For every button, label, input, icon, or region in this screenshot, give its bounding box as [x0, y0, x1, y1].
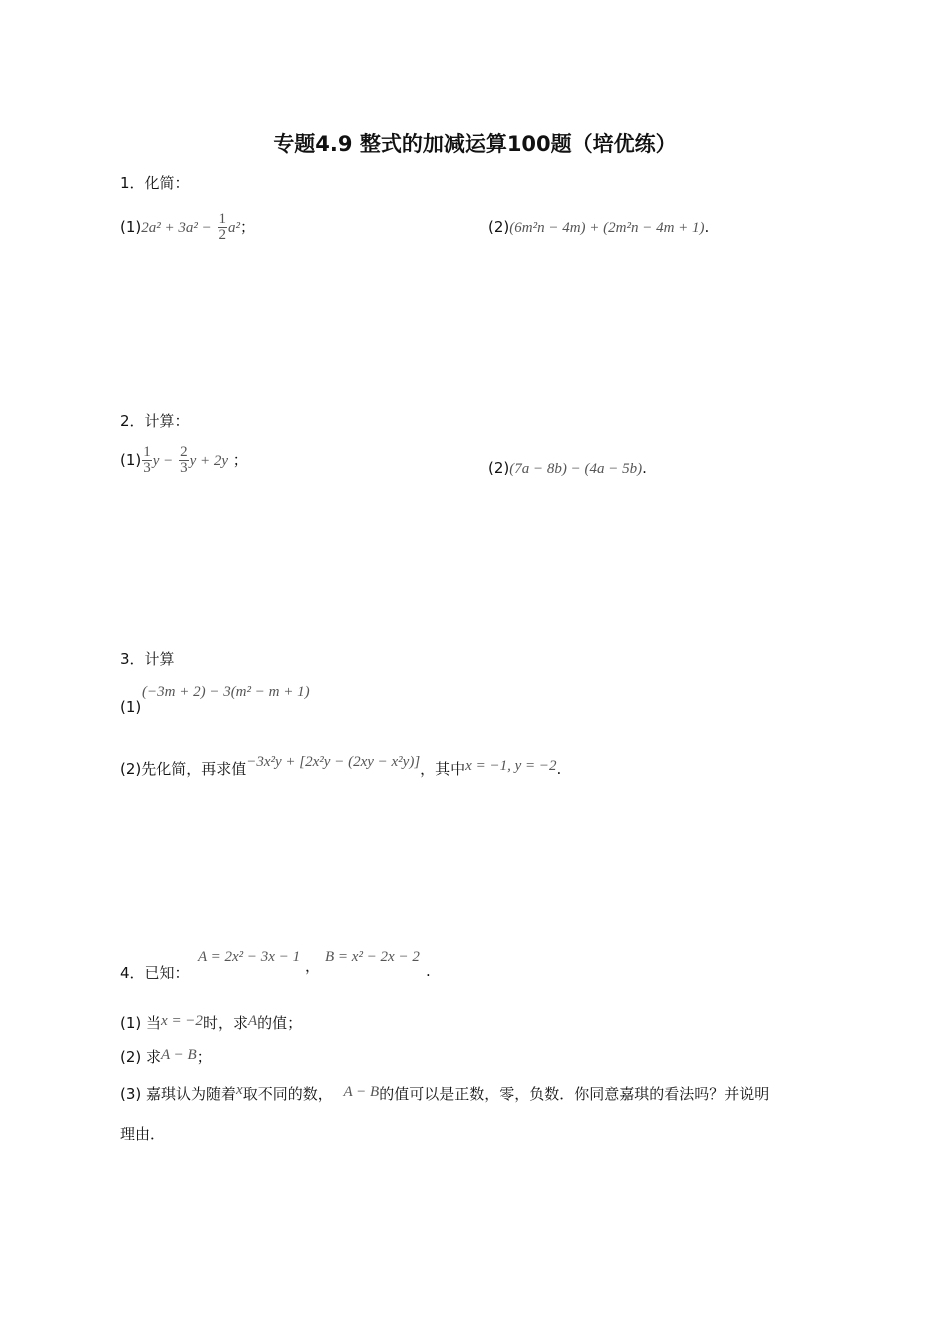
question-2-label: 2．计算： [120, 412, 190, 430]
denominator: 2 [218, 227, 227, 243]
question-2-part-1 [120, 445, 248, 476]
part-label: (1) [120, 451, 142, 469]
punctuation: ； [240, 218, 256, 236]
sub-text: 取不同的数， [242, 1085, 333, 1103]
fraction [218, 212, 228, 243]
question-4-sub-1 [120, 1012, 302, 1033]
expression: (7a − 8b) − (4a − 5b) [509, 461, 643, 477]
part-label: (1) [120, 218, 142, 236]
variable: A [247, 1013, 258, 1029]
expression: x = −2 [161, 1013, 203, 1029]
punctuation: . [642, 459, 647, 477]
sub-text: ； [196, 1048, 212, 1066]
sub-text: (1) 当 [120, 1014, 162, 1032]
expression: 2a² + 3a² − [141, 220, 212, 236]
question-3-part-1-expression: (−3m + 2) − 3(m² − m + 1) [142, 684, 310, 700]
expression: y + 2y [189, 453, 228, 469]
expression: (6m²n − 4m) + (2m²n − 4m + 1) [509, 220, 705, 236]
question-1-part-1 [120, 212, 255, 243]
fraction [179, 445, 189, 476]
punctuation: . [426, 962, 431, 980]
sub-text: (2) 求 [120, 1048, 162, 1066]
expression: A − B [161, 1047, 197, 1063]
part-label: (2)先化简，再求值 [120, 760, 247, 778]
numerator: 2 [180, 444, 188, 460]
question-2-part-2 [488, 459, 647, 478]
variable: x [236, 1082, 243, 1098]
question-1-label: 1．化简： [120, 174, 190, 192]
part-label: (2) [488, 218, 510, 236]
question-1-part-2 [488, 218, 709, 237]
sub-text: 的值； [257, 1014, 303, 1032]
question-3-part-1-label: (1) [120, 698, 142, 716]
question-3-part-2 [120, 754, 562, 779]
expression: a² [228, 220, 241, 236]
part-label: (2) [488, 459, 510, 477]
question-4-sub-3 [120, 1083, 769, 1104]
page-title: 专题4.9 整式的加减运算100题（培优练） [273, 132, 677, 156]
sub-text: 时，求 [202, 1014, 248, 1032]
question-4-sub-2 [120, 1046, 212, 1067]
question-4-sub-3-continued: 理由． [120, 1125, 166, 1143]
expression: y − [152, 453, 174, 469]
fraction [142, 445, 152, 476]
question-3-label: 3．计算 [120, 650, 175, 668]
sub-text: 的值可以是正数，零，负数．你同意嘉琪的看法吗？并说明 [379, 1085, 770, 1103]
separator: ， [305, 957, 321, 975]
sub-text: (3) 嘉琪认为随着 [120, 1085, 237, 1103]
question-4-expression-b: B = x² − 2x − 2 [325, 949, 420, 965]
punctuation: . [556, 760, 562, 778]
denominator: 3 [180, 460, 188, 476]
expression: A − B [343, 1084, 380, 1100]
expression: −3x²y + [2x²y − (2xy − x²y)] [246, 754, 421, 770]
connector-text: ，其中 [420, 760, 466, 778]
question-4-expression-a: A = 2x² − 3x − 1 [198, 949, 301, 965]
condition: x = −1, y = −2 [465, 758, 557, 774]
numerator: 1 [143, 444, 151, 460]
punctuation: ； [232, 451, 248, 469]
denominator: 3 [143, 460, 151, 476]
question-4-label: 4．已知： [120, 964, 190, 982]
numerator: 1 [218, 211, 227, 227]
punctuation: . [704, 218, 710, 236]
